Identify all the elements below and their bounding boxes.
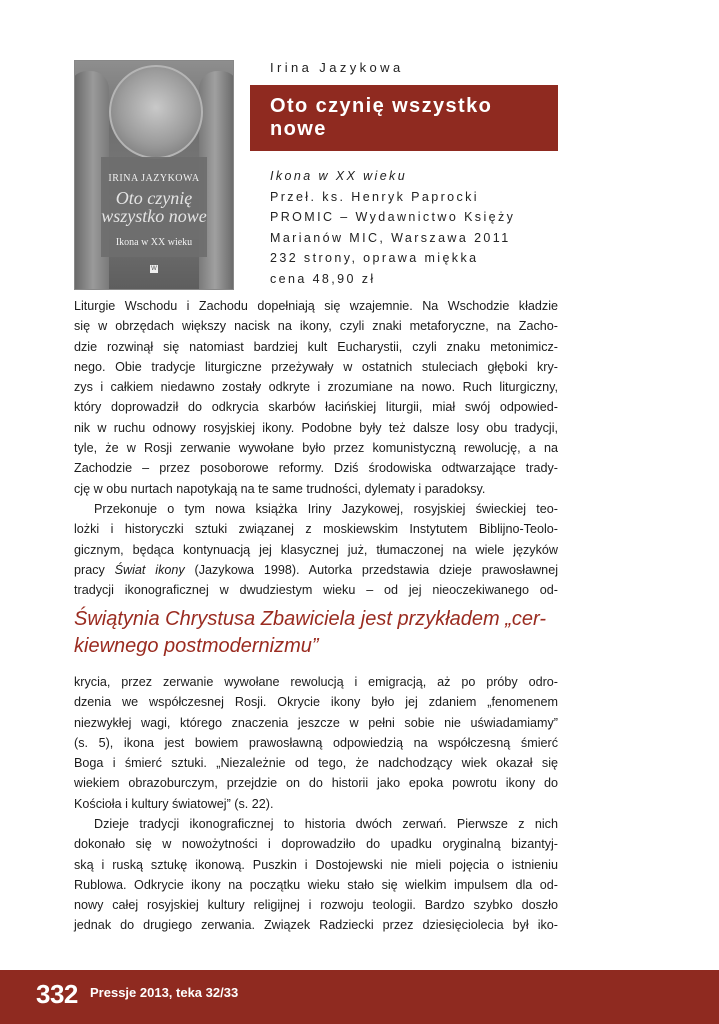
book-publisher-place: Marianów MIC, Warszawa 2011 xyxy=(270,230,511,245)
title-banner xyxy=(250,85,558,151)
book-cover-image xyxy=(74,60,234,290)
pull-quote-line: Świątynia Chrystusa Zbawiciela jest przykładem „cer- xyxy=(74,608,547,630)
book-info xyxy=(270,166,515,289)
text-line: wiekiem obrazoburczym, przejdzie on do historii jako epoka powrotu ikony do xyxy=(74,776,558,791)
text-line: nik w ruchu odnowy rosyjskiej ikony. Podobne były też dalsze losy obu tradycji, xyxy=(74,420,558,435)
cover-title-line: Oto czynię xyxy=(115,188,193,208)
body-paragraph-2 xyxy=(74,499,558,600)
text-line: Liturgie Wschodu i Zachodu dopełniają się wzajemnie. Na Wschodzie kładzie xyxy=(74,299,558,313)
article-title xyxy=(270,95,552,141)
book-publisher: PROMIC – Wydawnictwo Księży xyxy=(270,210,516,224)
text-line: niezwykłej wagi, którego znaczenia jeszcze w pełni sobie nie uświadamiamy” xyxy=(74,715,558,730)
publisher-logo-icon: W xyxy=(151,266,157,272)
text-line: Kościoła i kultury światowej” (s. 22). xyxy=(74,796,274,811)
cover-author: IRINA JAZYKOWA xyxy=(108,173,200,184)
cover-title xyxy=(75,189,233,225)
text-segment: pracy xyxy=(74,562,115,577)
text-line: Zachodzie – przez posoborowe reformy. Dziś środowiska odtwarzające trady- xyxy=(74,461,558,476)
text-line: ską i ruską sztukę ikonową. Puszkin i Dostojewski nie mieli pojęcia o istnieniu xyxy=(74,857,558,872)
page-number: 332 xyxy=(36,979,78,1009)
text-line: zys i całkiem niedawno zostały odkryte i zrozumiane na nowo. Ruch liturgiczny, xyxy=(74,380,558,395)
book-subtitle: Ikona w XX wieku xyxy=(270,169,408,183)
cover-title-line: wszystko nowe xyxy=(101,206,207,226)
text-segment: (Jazykowa 1998). Autorka przedstawia dzieje prawosławnej xyxy=(184,562,558,577)
text-line: jednak do drugiego zerwania. Związek Radziecki przez dziesięciolecia był iko- xyxy=(74,918,558,933)
text-line xyxy=(74,560,558,580)
text-line: krycia, przez zerwanie wywołane rewolucją i emigracją, aż po próby odro- xyxy=(74,675,558,689)
text-line: Boga i śmierć sztuki. „Niezależnie od tego, że nadchodzący wiek okazał się xyxy=(74,756,558,771)
body-paragraph-4 xyxy=(74,814,558,936)
title-line: nowe xyxy=(270,118,327,140)
cover-subtitle: Ikona w XX wieku xyxy=(115,237,193,248)
text-line: dzenia we współczesnej Rosji. Okrycie ikony było jej zdaniem „fenomenem xyxy=(74,695,558,710)
review-author: Irina Jazykowa xyxy=(270,60,404,75)
cover-icon-medallion xyxy=(109,65,203,159)
text-line: dokonało się w nowożytności i doprowadziło do upadku oryginalną bizantyj- xyxy=(74,837,558,852)
title-line: Oto czynię wszystko xyxy=(270,95,493,117)
body-paragraph-3 xyxy=(74,672,558,814)
pull-quote-line: kiewnego postmodernizmu” xyxy=(74,635,319,657)
text-line: Przekonuje o tym nowa książka Iriny Jazykowej, rosyjskiej świeckiej teo- xyxy=(94,502,558,516)
body-paragraph-1 xyxy=(74,296,558,499)
page-footer xyxy=(0,970,719,1024)
cited-book-title: Świat ikony xyxy=(114,562,185,577)
text-line: nowy całej rosyjskiej kultury religijnej i rozwoju teologii. Bardzo szybko doszło xyxy=(74,898,558,913)
journal-label: Pressje 2013, teka 32/33 xyxy=(90,985,239,1000)
text-line: Dzieje tradycji ikonograficznej to historia dwóch zerwań. Pierwsze z nich xyxy=(94,817,558,831)
pull-quote xyxy=(74,606,564,660)
text-line: tyle, że w Rosji zerwanie wywołane było przez komunistyczną rewolucję, a na xyxy=(74,441,558,456)
text-line: nego. Obie tradycje liturgiczne przeżywały w ostatnich stuleciach głęboki kry- xyxy=(74,359,558,374)
text-line: gicznym, będąca kontynuacją jej klasycznej już, tłumaczonej na wiele języków xyxy=(74,542,558,557)
book-price: cena 48,90 zł xyxy=(270,271,376,286)
text-line: się w obrzędach większy nacisk na ikony, czyli znaki metaforyczne, na Zacho- xyxy=(74,319,558,334)
text-line: który doprowadził do odkrycia skarbów łacińskiej liturgii, miał swój odpowied- xyxy=(74,400,558,415)
text-line: lożki i historyczki sztuki związanej z moskiewskim Instytutem Biblijno-Teolo- xyxy=(74,522,558,537)
book-translator: Przeł. ks. Henryk Paprocki xyxy=(270,189,479,204)
text-line: dzie rozwinął się natomiast bardziej kult Eucharystii, czyli znaku metonimicz- xyxy=(74,339,558,354)
text-line: tradycji ikonograficznej w dwudziestym wieku – od jej nieoczekiwanego od- xyxy=(74,583,558,598)
text-line: cję w obu nurtach napotykają na te same trudności, dylematy i paradoksy. xyxy=(74,481,486,496)
text-line: (s. 5), ikona jest bowiem prawosławną odpowiedzią na współczesną śmierć xyxy=(74,735,558,750)
book-pages: 232 strony, oprawa miękka xyxy=(270,251,479,265)
text-line: Rublowa. Odkrycie ikony na początku wieku stało się wielkim impulsem dla od- xyxy=(74,877,558,892)
